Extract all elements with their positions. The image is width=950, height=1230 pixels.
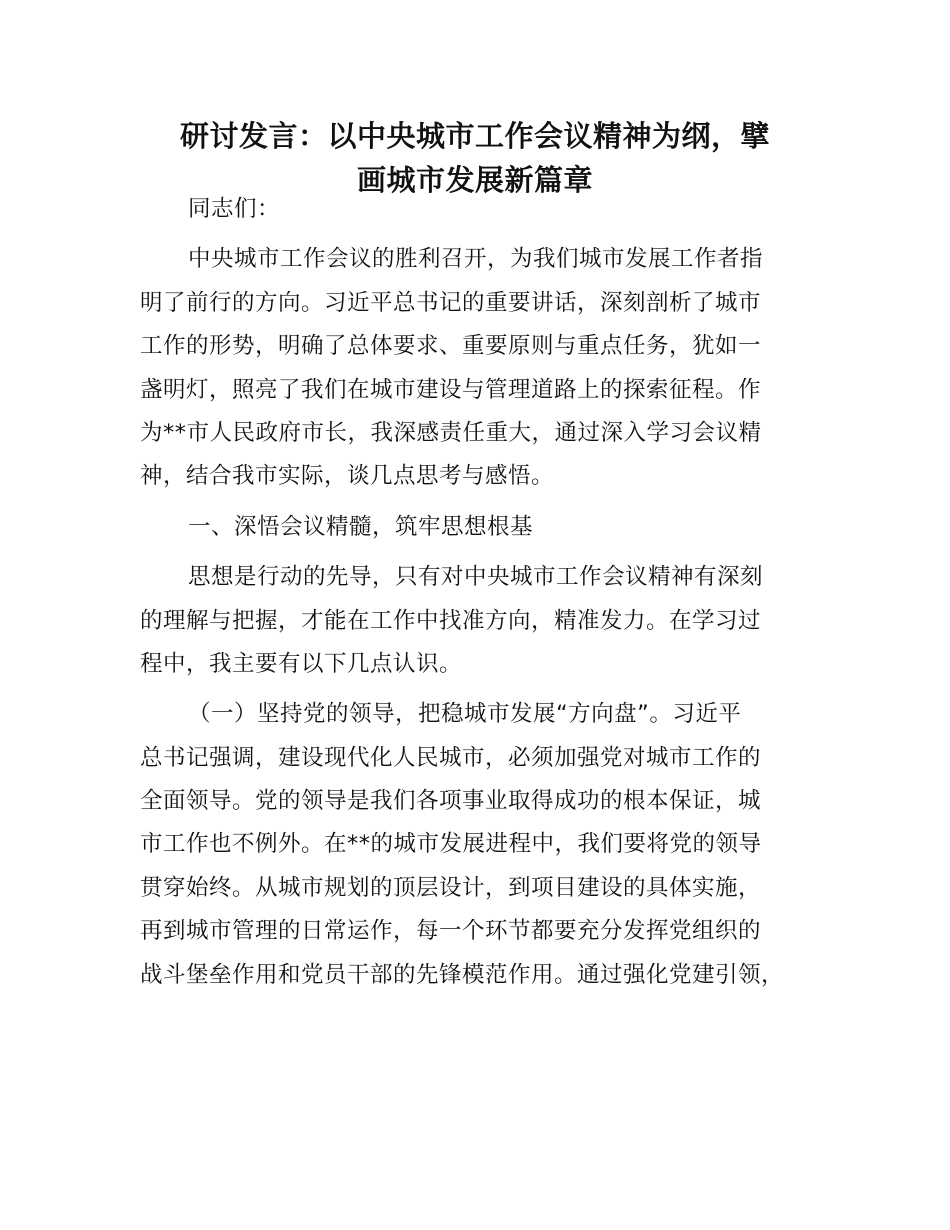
paragraph-line: 贯穿始终。从城市规划的顶层设计，到项目建设的具体实施， (140, 874, 762, 901)
paragraph-line: 神，结合我市实际，谈几点思考与感悟。 (140, 463, 555, 490)
paragraph-line: 盏明灯，照亮了我们在城市建设与管理道路上的探索征程。作 (140, 376, 762, 403)
title-line-1: 研讨发言：以中央城市工作会议精神为纲，擘 (179, 119, 770, 153)
paragraph-line: 全面领导。党的领导是我们各项事业取得成功的根本保证，城 (140, 788, 762, 815)
paragraph-line: 的理解与把握，才能在工作中找准方向，精准发力。在学习过 (140, 607, 762, 634)
paragraph-line: 明了前行的方向。习近平总书记的重要讲话，深刻剖析了城市 (140, 289, 762, 316)
paragraph-line: 战斗堡垒作用和党员干部的先锋模范作用。通过强化党建引领， (140, 961, 785, 988)
paragraph-line: 市工作也不例外。在**的城市发展进程中，我们要将党的领导 (140, 831, 762, 858)
paragraph-line: 工作的形势，明确了总体要求、重要原则与重点任务，犹如一 (140, 333, 762, 360)
paragraph-line: 中央城市工作会议的胜利召开，为我们城市发展工作者指 (188, 246, 764, 273)
paragraph-line: （一）坚持党的领导，把稳城市发展“方向盘”。习近平 (188, 701, 742, 728)
paragraph-line: 思想是行动的先导，只有对中央城市工作会议精神有深刻 (188, 564, 764, 591)
title-line-2: 画城市发展新篇章 (356, 163, 593, 197)
subsection-1-paragraph (140, 693, 830, 997)
paragraph-line: 总书记强调，建设现代化人民城市，必须加强党对城市工作的 (140, 744, 762, 771)
intro-paragraph (140, 238, 830, 498)
salutation-paragraph (140, 188, 830, 231)
paragraph-line: 同志们： (188, 196, 281, 222)
document-body (140, 188, 830, 997)
paragraph-line: 再到城市管理的日常运作，每一个环节都要充分发挥党组织的 (140, 918, 762, 945)
paragraph-line: 程中，我主要有以下几点认识。 (140, 650, 463, 677)
heading-line: 一、深悟会议精髓，筑牢思想根基 (188, 513, 534, 540)
paragraph-line: 为**市人民政府市长，我深感责任重大，通过深入学习会议精 (140, 419, 762, 446)
section-1-paragraph (140, 556, 830, 686)
section-heading-1 (140, 506, 830, 549)
